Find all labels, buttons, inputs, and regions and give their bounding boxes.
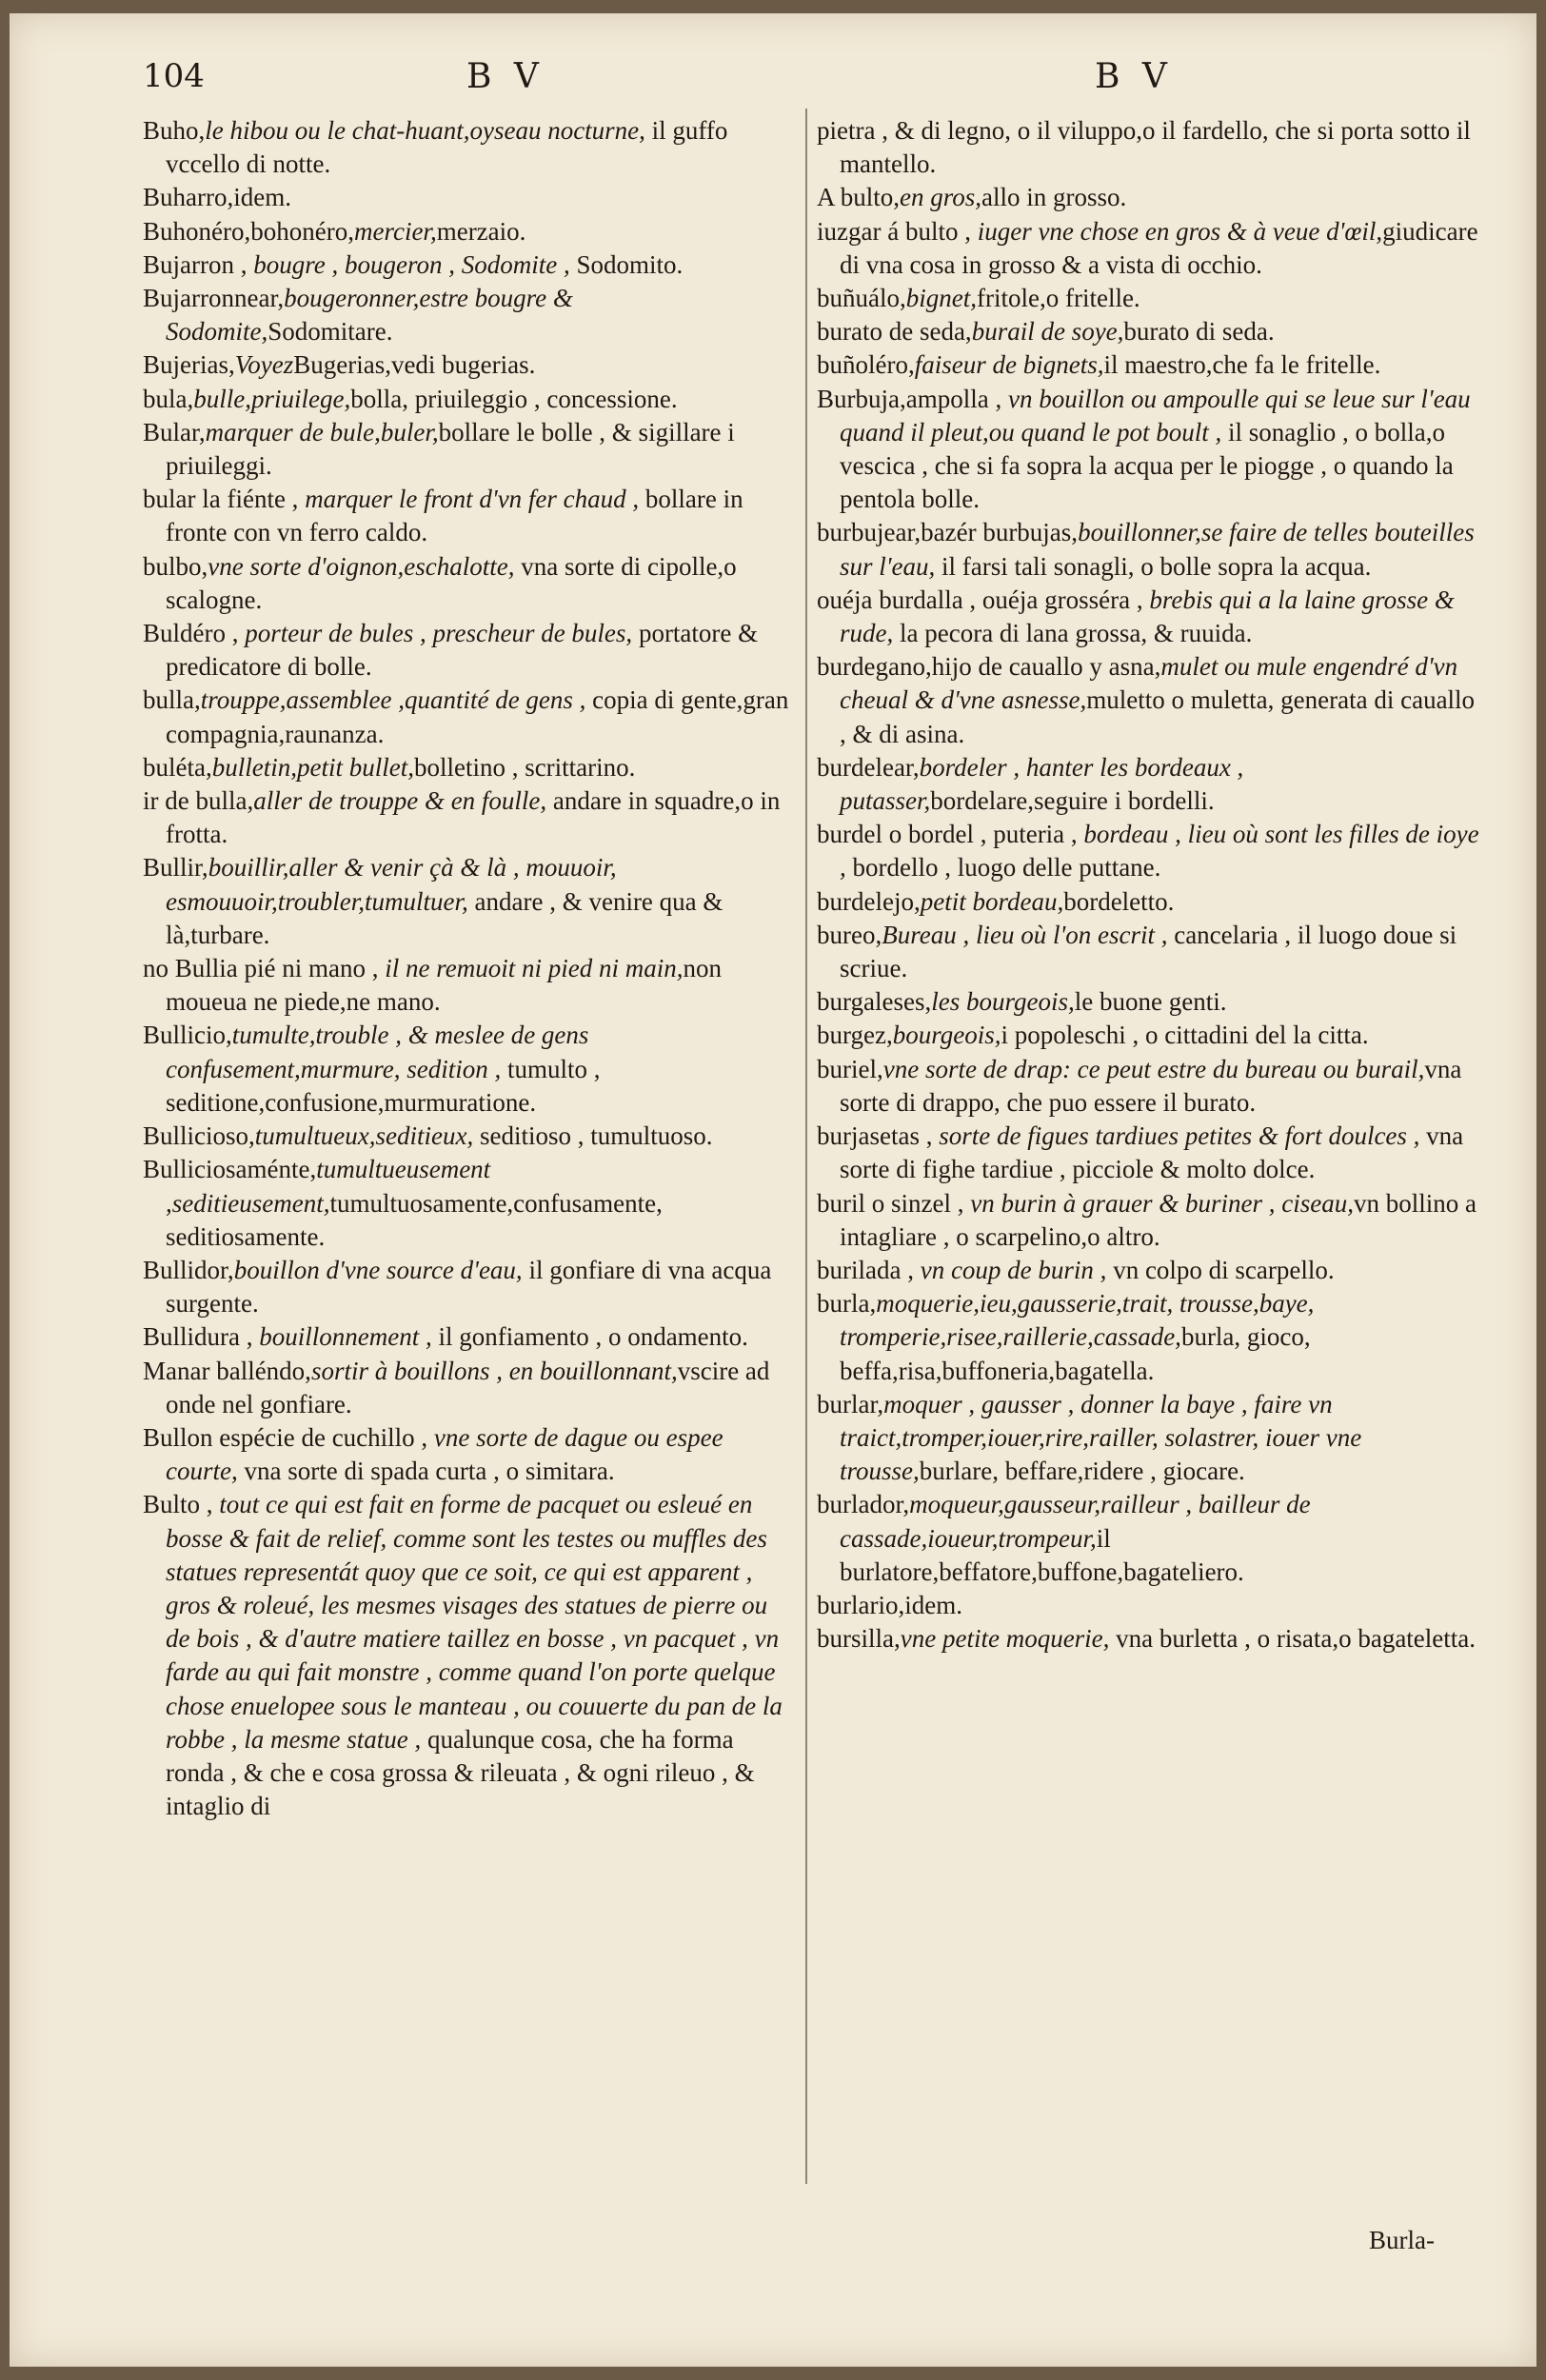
headword: bula,	[143, 384, 194, 413]
headword: ouéja burdalla , ouéja grosséra ,	[817, 585, 1150, 614]
headword: burlador,	[817, 1490, 910, 1519]
dictionary-entry	[143, 851, 796, 952]
dictionary-entry	[143, 383, 796, 416]
headword: Buho,	[143, 116, 206, 145]
headword: burdel o bordel , puteria ,	[817, 820, 1084, 849]
french-gloss: vne sorte de dague ou espee courte,	[166, 1422, 723, 1486]
headword: Bujarronnear,	[143, 284, 285, 313]
italian-gloss: allo in grosso.	[981, 183, 1127, 212]
italian-gloss: il burlatore,beffatore,buffone,bagateliero.	[840, 1523, 1244, 1586]
dictionary-entry	[143, 1355, 796, 1421]
italian-gloss: andare , & venire qua & là,turbare.	[166, 886, 723, 949]
french-gloss: bouillir,aller & venir çà & là , mouuoir, esmouuoir,troubler,tumultuer,	[166, 853, 617, 916]
dictionary-entry	[817, 282, 1483, 315]
headword: burlar,	[817, 1389, 884, 1418]
french-gloss: bulle,priuilege,	[193, 384, 351, 413]
italian-gloss: bolla, priuileggio , concessione.	[350, 384, 678, 413]
dictionary-entry	[143, 416, 796, 483]
french-gloss: vne petite moquerie,	[900, 1624, 1110, 1654]
french-gloss: les bourgeois,	[931, 987, 1075, 1017]
dictionary-entry	[143, 348, 796, 382]
french-gloss: bulletin,petit bullet,	[211, 752, 414, 782]
headword: Bulto ,	[143, 1490, 220, 1519]
italian-gloss: non moueua ne piede,ne mano.	[166, 954, 722, 1017]
dictionary-entry	[143, 952, 796, 1019]
italian-gloss: vscire ad onde nel gonfiare.	[166, 1356, 770, 1418]
french-gloss: Bureau , lieu où l'on escrit ,	[882, 920, 1168, 949]
italian-gloss: vna sorte di fighe tardiue , picciole & molto dolce.	[840, 1121, 1464, 1184]
italian-gloss: le buone genti.	[1074, 987, 1227, 1017]
dictionary-entry	[817, 215, 1483, 282]
headword: Buharro,idem.	[143, 183, 291, 212]
french-gloss: bouillon d'vne source d'eau,	[233, 1255, 523, 1284]
french-gloss: bordeler , hanter les bordeaux , putasser,	[840, 752, 1244, 816]
italian-gloss: burla, gioco, beffa,risa,buffoneria,bagatella.	[840, 1322, 1311, 1385]
headword: burlario,idem.	[817, 1590, 962, 1619]
french-gloss: il ne remuoit ni pied ni main,	[385, 954, 684, 983]
dictionary-entry	[143, 215, 796, 248]
french-gloss: sorte de figues tardiues petites & fort doulces ,	[939, 1121, 1420, 1151]
french-gloss: vn bouillon ou ampoulle qui se leue sur l'eau quand il pleut,ou quand le pot boult ,	[840, 384, 1471, 446]
french-gloss: vn burin à grauer & buriner , ciseau,	[970, 1188, 1354, 1218]
headword: burilada ,	[817, 1255, 921, 1284]
italian-gloss: Sodomito.	[569, 249, 684, 279]
dictionary-entry	[817, 181, 1483, 214]
headword: burla,	[817, 1289, 877, 1319]
italian-gloss: Bugerias,vedi bugerias.	[293, 350, 536, 380]
italian-gloss: vn bollino a intagliare , o scarpelino,o altro.	[840, 1188, 1477, 1251]
dictionary-entry	[143, 282, 796, 348]
page-number: 104	[143, 57, 205, 95]
headword: bulla,	[143, 685, 201, 715]
italian-gloss: il gonfiamento , o ondamento.	[431, 1322, 748, 1352]
french-gloss: le hibou ou le chat-huant,oyseau nocturne,	[205, 116, 645, 145]
dictionary-entry	[817, 1254, 1483, 1287]
dictionary-entry	[817, 1388, 1483, 1489]
dictionary-entry	[817, 114, 1483, 181]
dictionary-entry	[817, 919, 1483, 985]
french-gloss: bordeau , lieu où sont les filles de ioye ,	[840, 820, 1479, 883]
headword: burgez,	[817, 1021, 893, 1050]
dictionary-entry	[817, 885, 1483, 919]
headword: bulbo,	[143, 551, 208, 581]
headword: Bullidura ,	[143, 1322, 260, 1352]
headword: burato de seda,	[817, 317, 972, 347]
dictionary-entry	[143, 181, 796, 214]
dictionary-entry	[143, 1421, 796, 1488]
headword: burdelear,	[817, 752, 920, 782]
headword: Bullidor,	[143, 1255, 234, 1284]
french-gloss: mercier,	[353, 216, 437, 246]
italian-gloss: bordello , luogo delle puttane.	[845, 853, 1161, 883]
french-gloss: moqueur,gausseur,railleur , bailleur de cassade,ioueur,trompeur,	[840, 1490, 1311, 1553]
french-gloss: marquer le front d'vn fer chaud ,	[305, 485, 640, 514]
dictionary-entry	[143, 1019, 796, 1120]
dictionary-entry	[143, 617, 796, 684]
dictionary-entry	[817, 1120, 1483, 1186]
dictionary-entry	[143, 1488, 796, 1823]
headword: bursilla,	[817, 1624, 901, 1654]
italian-gloss: pietra , & di legno, o il viluppo,o il fardello, che si porta sotto il mantello.	[817, 116, 1471, 179]
dictionary-entry	[817, 516, 1483, 583]
french-gloss: bougre , bougeron , Sodomite ,	[253, 249, 570, 279]
headword: Buhonéro,bohonéro,	[143, 216, 354, 246]
italian-gloss: portatore & predicatore di bolle.	[166, 619, 759, 682]
italian-gloss: bordeletto.	[1063, 886, 1175, 916]
french-gloss: aller de trouppe & en foulle,	[253, 786, 547, 816]
italian-gloss: bordelare,seguire i bordelli.	[930, 786, 1215, 816]
french-gloss: brebis qui a la laine grosse & rude,	[840, 585, 1455, 648]
headword: burbujear,bazér burbujas,	[817, 518, 1079, 547]
italian-gloss: fritole,o fritelle.	[977, 284, 1140, 313]
french-gloss: tumultueusement ,seditieusement,	[166, 1155, 491, 1218]
italian-gloss: burlare, beffare,ridere , giocare.	[919, 1457, 1245, 1486]
dictionary-entry	[817, 584, 1483, 650]
column-divider	[805, 109, 807, 2184]
italian-gloss: tumulto , seditione,confusione,murmuratione.	[166, 1054, 601, 1117]
headword: bureo,	[817, 920, 882, 949]
headword: Burbuja,ampolla ,	[817, 384, 1008, 413]
italian-gloss: muletto o muletta, generata di cauallo , & di asina.	[840, 685, 1476, 748]
dictionary-entry	[817, 818, 1483, 884]
dictionary-entry	[143, 114, 796, 181]
headword: Bullicio,	[143, 1021, 232, 1050]
french-gloss: tout ce qui est fait en forme de pacquet ou esleué en bosse & fait de relief, comme sont les testes ou muffles des statues representát quoy que ce soit, ce qui est apparent , gros & roleué, les mesmes visages des statues de pierre ou de bois , & d'autre matiere taillez en bosse , vn pacquet , vn farde au qui fait monstre , comme quand l'on porte quelque chose enuelopee sous le manteau , ou couuerte du pan de la robbe , la mesme statue ,	[166, 1490, 783, 1754]
italian-gloss: andare in squadre,o in frotta.	[166, 786, 781, 849]
dictionary-entry	[817, 985, 1483, 1019]
dictionary-entry	[817, 1622, 1483, 1656]
french-gloss: moquer , gausser , donner la baye , faire vn traict,tromper,iouer,rire,railler, solastrer, iouer vne trousse,	[840, 1389, 1362, 1486]
italian-gloss: vn colpo di scarpello.	[1106, 1255, 1335, 1284]
running-head-right: B V	[1095, 57, 1173, 96]
dictionary-entry	[817, 348, 1483, 382]
italian-gloss: il guffo vccello di notte.	[166, 116, 728, 179]
italian-gloss: qualunque cosa, che ha forma ronda , & che e cosa grossa & rileuata , & ogni rileuo , & intaglio di	[166, 1724, 755, 1821]
page-header	[10, 57, 1536, 105]
headword: burjasetas ,	[817, 1121, 940, 1151]
french-gloss: bougeronner,estre bougre & Sodomite,	[166, 284, 573, 347]
french-gloss: bignet,	[905, 284, 977, 313]
headword: Bular,	[143, 417, 206, 446]
headword: iuzgar á bulto ,	[817, 216, 978, 246]
dictionary-entry	[817, 315, 1483, 348]
dictionary-entry	[817, 1019, 1483, 1052]
dictionary-entry	[143, 1254, 796, 1320]
italian-gloss: vna burletta , o risata,o bagateletta.	[1109, 1624, 1477, 1654]
catchword: Burla-	[1369, 2226, 1435, 2254]
headword: Buldéro ,	[143, 619, 246, 648]
dictionary-entry	[817, 751, 1483, 818]
headword: ir de bulla,	[143, 786, 254, 816]
headword: buñoléro,	[817, 350, 915, 380]
italian-gloss: il gonfiare di vna acqua surgente.	[166, 1255, 772, 1319]
italian-gloss: burato di seda.	[1123, 317, 1275, 347]
french-gloss: vne sorte d'oignon,eschalotte,	[208, 551, 515, 581]
dictionary-entry	[143, 483, 796, 549]
italian-gloss: Sodomitare.	[268, 317, 393, 347]
italian-gloss: la pecora di lana grossa, & ruuida.	[893, 619, 1253, 648]
headword: Bullon espécie de cuchillo ,	[143, 1422, 434, 1452]
dictionary-entry	[817, 1589, 1483, 1622]
french-gloss: mulet ou mule engendré d'vn cheual & d'vne asnesse,	[840, 652, 1458, 715]
dictionary-entry	[143, 248, 796, 282]
italian-gloss: il maestro,che fa le fritelle.	[1103, 350, 1381, 380]
french-gloss: marquer de bule,buler,	[205, 417, 439, 446]
headword: no Bullia pié ni mano ,	[143, 954, 386, 983]
headword: Bujerias,	[143, 350, 235, 380]
headword: Manar balléndo,	[143, 1356, 311, 1385]
left-column	[143, 114, 796, 1823]
italian-gloss: vna sorte di spada curta , o simitara.	[237, 1457, 615, 1486]
dictionary-entry	[143, 1320, 796, 1354]
italian-gloss: copia di gente,gran compagnia,raunanza.	[166, 685, 789, 748]
dictionary-entry	[817, 1053, 1483, 1120]
french-gloss: sortir à bouillons , en bouillonnant,	[310, 1356, 678, 1385]
french-gloss: faiseur de bignets,	[914, 350, 1104, 380]
dictionary-entry	[817, 383, 1483, 517]
french-gloss: petit bordeau,	[920, 886, 1064, 916]
headword: bular la fiénte ,	[143, 485, 306, 514]
french-gloss: vne sorte de drap: ce peut estre du bureau ou burail,	[882, 1054, 1425, 1083]
italian-gloss: bollare le bolle , & sigillare i priuileggi.	[166, 417, 735, 481]
italian-gloss: cancelaria , il luogo doue si scriue.	[840, 920, 1457, 983]
headword: buril o sinzel ,	[817, 1188, 971, 1218]
right-column	[817, 114, 1483, 1656]
french-gloss: bourgeois,	[892, 1021, 1001, 1050]
french-gloss: porteur de bules , prescheur de bules,	[245, 619, 633, 648]
italian-gloss: merzaio.	[436, 216, 526, 246]
italian-gloss: vna sorte di cipolle,o scalogne.	[166, 551, 737, 614]
french-gloss: tumultueux,seditieux,	[254, 1121, 474, 1151]
dictionary-entry	[143, 550, 796, 617]
headword: Bullir,	[143, 853, 208, 883]
headword: burdegano,hijo de cauallo y asna,	[817, 652, 1161, 682]
french-gloss: bouillonner,se faire de telles bouteilles sur l'eau,	[840, 518, 1475, 581]
french-gloss: vn coup de burin ,	[920, 1255, 1107, 1284]
italian-gloss: il sonaglio , o bolla,o vescica , che si fa sopra la acqua per le piogge , o quando la pentola bolle.	[840, 417, 1454, 514]
italian-gloss: i popoleschi , o cittadini del la citta.	[1001, 1021, 1369, 1050]
dictionary-entry	[143, 784, 796, 851]
headword: A bulto,	[817, 183, 901, 212]
italian-gloss: bolletino , scrittarino.	[413, 752, 636, 782]
french-gloss: moquerie,ieu,gausserie,trait, trousse,baye, tromperie,risee,raillerie,cassade,	[840, 1289, 1315, 1352]
headword: buléta,	[143, 752, 212, 782]
italian-gloss: tumultuosamente,confusamente, seditiosamente.	[166, 1188, 663, 1251]
italian-gloss: seditioso , tumultuoso.	[473, 1121, 713, 1151]
headword: Bullicioso,	[143, 1121, 255, 1151]
french-gloss: bouillonnement ,	[259, 1322, 432, 1352]
dictionary-entry	[143, 1120, 796, 1153]
french-gloss: trouppe,assemblee ,quantité de gens ,	[200, 685, 586, 715]
headword: buñuálo,	[817, 284, 906, 313]
dictionary-entry	[143, 684, 796, 750]
dictionary-entry	[817, 1287, 1483, 1388]
dictionary-entry	[817, 1187, 1483, 1254]
italian-gloss: vna sorte di drappo, che puo essere il burato.	[840, 1054, 1462, 1117]
dictionary-entry	[143, 751, 796, 784]
dictionary-entry	[817, 650, 1483, 751]
headword: burgaleses,	[817, 987, 932, 1017]
running-head-left: B V	[466, 57, 545, 96]
italian-gloss: il farsi tali sonagli, o bolle sopra la acqua.	[935, 551, 1372, 581]
french-gloss: burail de soye,	[971, 317, 1124, 347]
french-gloss: en gros,	[900, 183, 982, 212]
italian-gloss: giudicare di vna cosa in grosso & a vista di occhio.	[840, 216, 1478, 279]
book-page	[10, 13, 1536, 2367]
headword: Bujarron ,	[143, 249, 254, 279]
headword: Bulliciosaménte,	[143, 1155, 317, 1184]
italian-gloss: bollare in fronte con vn ferro caldo.	[166, 485, 743, 547]
french-gloss: Voyez	[234, 350, 294, 380]
dictionary-entry	[143, 1153, 796, 1254]
dictionary-entry	[817, 1488, 1483, 1589]
headword: buriel,	[817, 1054, 883, 1083]
french-gloss: tumulte,trouble , & meslee de gens confusement,murmure, sedition ,	[166, 1021, 589, 1083]
french-gloss: iuger vne chose en gros & à veue d'œil,	[977, 216, 1383, 246]
headword: burdelejo,	[817, 886, 921, 916]
